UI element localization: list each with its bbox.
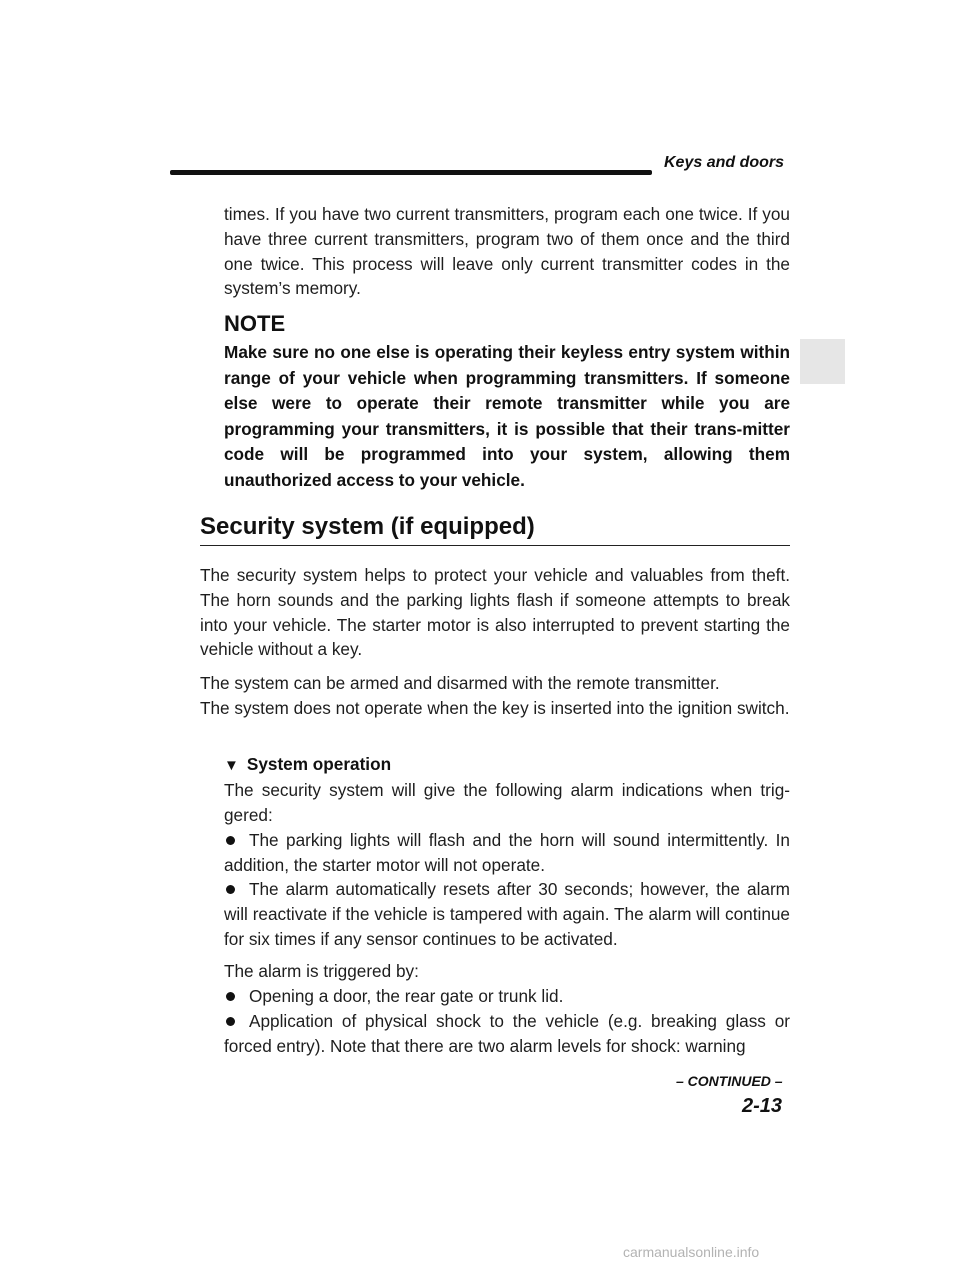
- trigger-intro: The alarm is triggered by:: [224, 961, 419, 981]
- watermark: carmanualsonline.info: [623, 1244, 760, 1260]
- section-paragraph-2b: The system does not operate when the key is inserted into the ignition switch.: [200, 698, 790, 718]
- continued-marker: – CONTINUED –: [676, 1073, 783, 1089]
- list-item: Opening a door, the rear gate or trunk lid.: [224, 984, 790, 1009]
- operation-intro: The security system will give the following alarm indications when trig-gered:: [224, 780, 790, 825]
- intro-paragraph: times. If you have two current transmitters, program each one twice. If you have three current transmitters, program two of them once and the third one twice. This process will leave only current transmitter codes in the system’s memory.: [224, 204, 790, 299]
- page-number: 2-13: [742, 1095, 783, 1117]
- bullet-icon: [226, 1017, 235, 1026]
- section-title: Security system (if equipped): [200, 513, 535, 540]
- running-header-title: Keys and doors: [664, 154, 785, 171]
- note-body: Make sure no one else is operating their keyless entry system within range of your vehicle when programming transmitters. If someone else were to operate their remote transmitter while you are programming your transmitters, it is possible that their trans-mitter code will be programmed into your system, allowing them unauthorized access to your vehicle.: [224, 342, 790, 490]
- subheading-label: System operation: [246, 754, 392, 774]
- section-rule: [200, 545, 790, 546]
- bullet-icon: [226, 836, 235, 845]
- chapter-tab-marker: [800, 339, 845, 384]
- header-rule: [170, 170, 652, 175]
- section-paragraph-1: The security system helps to protect your vehicle and valuables from theft. The horn sounds and the parking lights flash if someone attempts to break into your vehicle. The starter motor is also interrupted to prevent starting the vehicle without a key.: [200, 565, 790, 660]
- bullet-icon: [226, 885, 235, 894]
- list-item: The alarm automatically resets after 30 seconds; however, the alarm will reactivate if the vehicle is tampered with again. The alarm will continue for six times if any sensor continues to be activated.: [224, 879, 790, 949]
- bullet-icon: [226, 992, 235, 1001]
- list-item: The parking lights will flash and the horn will sound intermittently. In addition, the starter motor will not operate.: [224, 830, 790, 875]
- triangle-down-icon: ▼: [224, 757, 239, 774]
- subheading-system-operation: [224, 754, 391, 775]
- section-paragraph-2a: The system can be armed and disarmed with the remote transmitter.: [200, 673, 720, 693]
- note-label: NOTE: [224, 311, 286, 336]
- list-item: Application of physical shock to the vehicle (e.g. breaking glass or forced entry). Note that there are two alarm levels for shock: warning: [224, 1011, 790, 1056]
